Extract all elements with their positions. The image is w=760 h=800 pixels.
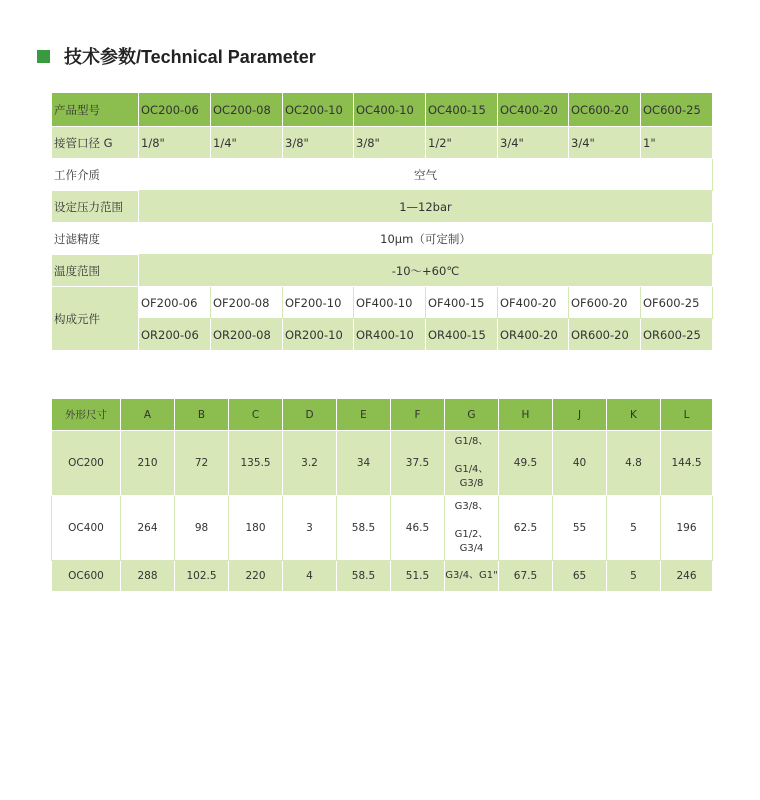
model-cell: OC600 (52, 561, 121, 592)
dimension-table (51, 398, 713, 592)
dim-cell: 246 (661, 561, 713, 592)
column-header: B (175, 399, 229, 431)
filter-cell: OF600-25 (641, 287, 713, 319)
components-label: 构成元件 (52, 287, 139, 351)
temperature-label: 温度范围 (52, 255, 139, 287)
column-header: D (283, 399, 337, 431)
model-cell: OC200 (52, 431, 121, 496)
dim-cell: 210 (121, 431, 175, 496)
model-row (52, 93, 713, 127)
page-title: 技术参数/Technical Parameter (64, 47, 316, 67)
model-cell: OC400-15 (426, 93, 498, 127)
model-cell: OC600-20 (569, 93, 641, 127)
port-cell: 3/4" (569, 127, 641, 159)
section-title (37, 43, 316, 69)
port-cell: 1/2" (426, 127, 498, 159)
column-header: F (391, 399, 445, 431)
column-header: H (499, 399, 553, 431)
table-row (52, 561, 713, 592)
filter-cell: OF400-20 (498, 287, 569, 319)
table-row (52, 496, 713, 561)
dim-cell: 34 (337, 431, 391, 496)
dim-cell: 55 (553, 496, 607, 561)
port-row (52, 127, 713, 159)
regulator-component-row (52, 319, 713, 351)
column-header: G (445, 399, 499, 431)
thread-cell (445, 496, 499, 561)
table-row (52, 431, 713, 496)
filtration-row (52, 223, 713, 255)
dim-cell: 144.5 (661, 431, 713, 496)
column-header: J (553, 399, 607, 431)
regulator-cell: OR600-25 (641, 319, 713, 351)
dim-cell: 196 (661, 496, 713, 561)
dim-cell: 40 (553, 431, 607, 496)
regulator-cell: OR600-20 (569, 319, 641, 351)
dim-cell: 3 (283, 496, 337, 561)
dim-cell: 3.2 (283, 431, 337, 496)
model-cell: OC200-08 (211, 93, 283, 127)
thread-line: G1/8、 (454, 436, 489, 447)
port-cell: 3/8" (354, 127, 426, 159)
medium-value: 空气 (139, 159, 713, 191)
column-header: E (337, 399, 391, 431)
thread-line: G3/8、 (454, 501, 489, 512)
dim-cell: 98 (175, 496, 229, 561)
filter-cell: OF400-10 (354, 287, 426, 319)
regulator-cell: OR200-08 (211, 319, 283, 351)
pressure-row (52, 191, 713, 223)
dim-cell: 58.5 (337, 496, 391, 561)
thread-cell (445, 431, 499, 496)
dimension-header-row (52, 399, 713, 431)
dim-cell: 5 (607, 561, 661, 592)
column-header: C (229, 399, 283, 431)
model-label: 产品型号 (52, 93, 139, 127)
thread-cell: G3/4、G1" (445, 561, 499, 592)
column-header: A (121, 399, 175, 431)
model-cell: OC600-25 (641, 93, 713, 127)
filter-cell: OF200-10 (283, 287, 354, 319)
column-header: K (607, 399, 661, 431)
filtration-label: 过滤精度 (52, 223, 139, 255)
dim-cell: 67.5 (499, 561, 553, 592)
dim-cell: 4.8 (607, 431, 661, 496)
filtration-value: 10μm（可定制） (139, 223, 713, 255)
dim-cell: 65 (553, 561, 607, 592)
technical-parameter-table (51, 92, 713, 351)
thread-line: G1/4、G3/8 (454, 464, 489, 489)
dim-cell: 72 (175, 431, 229, 496)
port-label: 接管口径 G (52, 127, 139, 159)
port-cell: 1" (641, 127, 713, 159)
thread-line: G1/2、G3/4 (454, 529, 489, 554)
regulator-cell: OR400-15 (426, 319, 498, 351)
regulator-cell: OR200-10 (283, 319, 354, 351)
filter-cell: OF200-06 (139, 287, 211, 319)
model-cell: OC400 (52, 496, 121, 561)
column-header: L (661, 399, 713, 431)
dim-cell: 46.5 (391, 496, 445, 561)
dim-cell: 37.5 (391, 431, 445, 496)
dim-cell: 220 (229, 561, 283, 592)
filter-cell: OF600-20 (569, 287, 641, 319)
dim-cell: 102.5 (175, 561, 229, 592)
pressure-value: 1—12bar (139, 191, 713, 223)
model-cell: OC200-10 (283, 93, 354, 127)
dim-cell: 62.5 (499, 496, 553, 561)
dim-cell: 264 (121, 496, 175, 561)
model-cell: OC400-10 (354, 93, 426, 127)
title-marker-icon (37, 50, 50, 63)
dim-cell: 4 (283, 561, 337, 592)
filter-component-row (52, 287, 713, 319)
port-cell: 1/8" (139, 127, 211, 159)
model-cell: OC200-06 (139, 93, 211, 127)
dim-cell: 51.5 (391, 561, 445, 592)
medium-row (52, 159, 713, 191)
dim-cell: 288 (121, 561, 175, 592)
filter-cell: OF200-08 (211, 287, 283, 319)
regulator-cell: OR400-10 (354, 319, 426, 351)
port-cell: 1/4" (211, 127, 283, 159)
regulator-cell: OR200-06 (139, 319, 211, 351)
regulator-cell: OR400-20 (498, 319, 569, 351)
temperature-value: -10～+60℃ (139, 255, 713, 287)
dim-cell: 5 (607, 496, 661, 561)
port-cell: 3/8" (283, 127, 354, 159)
dim-cell: 135.5 (229, 431, 283, 496)
dim-cell: 49.5 (499, 431, 553, 496)
dim-cell: 58.5 (337, 561, 391, 592)
pressure-label: 设定压力范围 (52, 191, 139, 223)
port-cell: 3/4" (498, 127, 569, 159)
model-cell: OC400-20 (498, 93, 569, 127)
temperature-row (52, 255, 713, 287)
column-header: 外形尺寸 (52, 399, 121, 431)
medium-label: 工作介质 (52, 159, 139, 191)
filter-cell: OF400-15 (426, 287, 498, 319)
dim-cell: 180 (229, 496, 283, 561)
